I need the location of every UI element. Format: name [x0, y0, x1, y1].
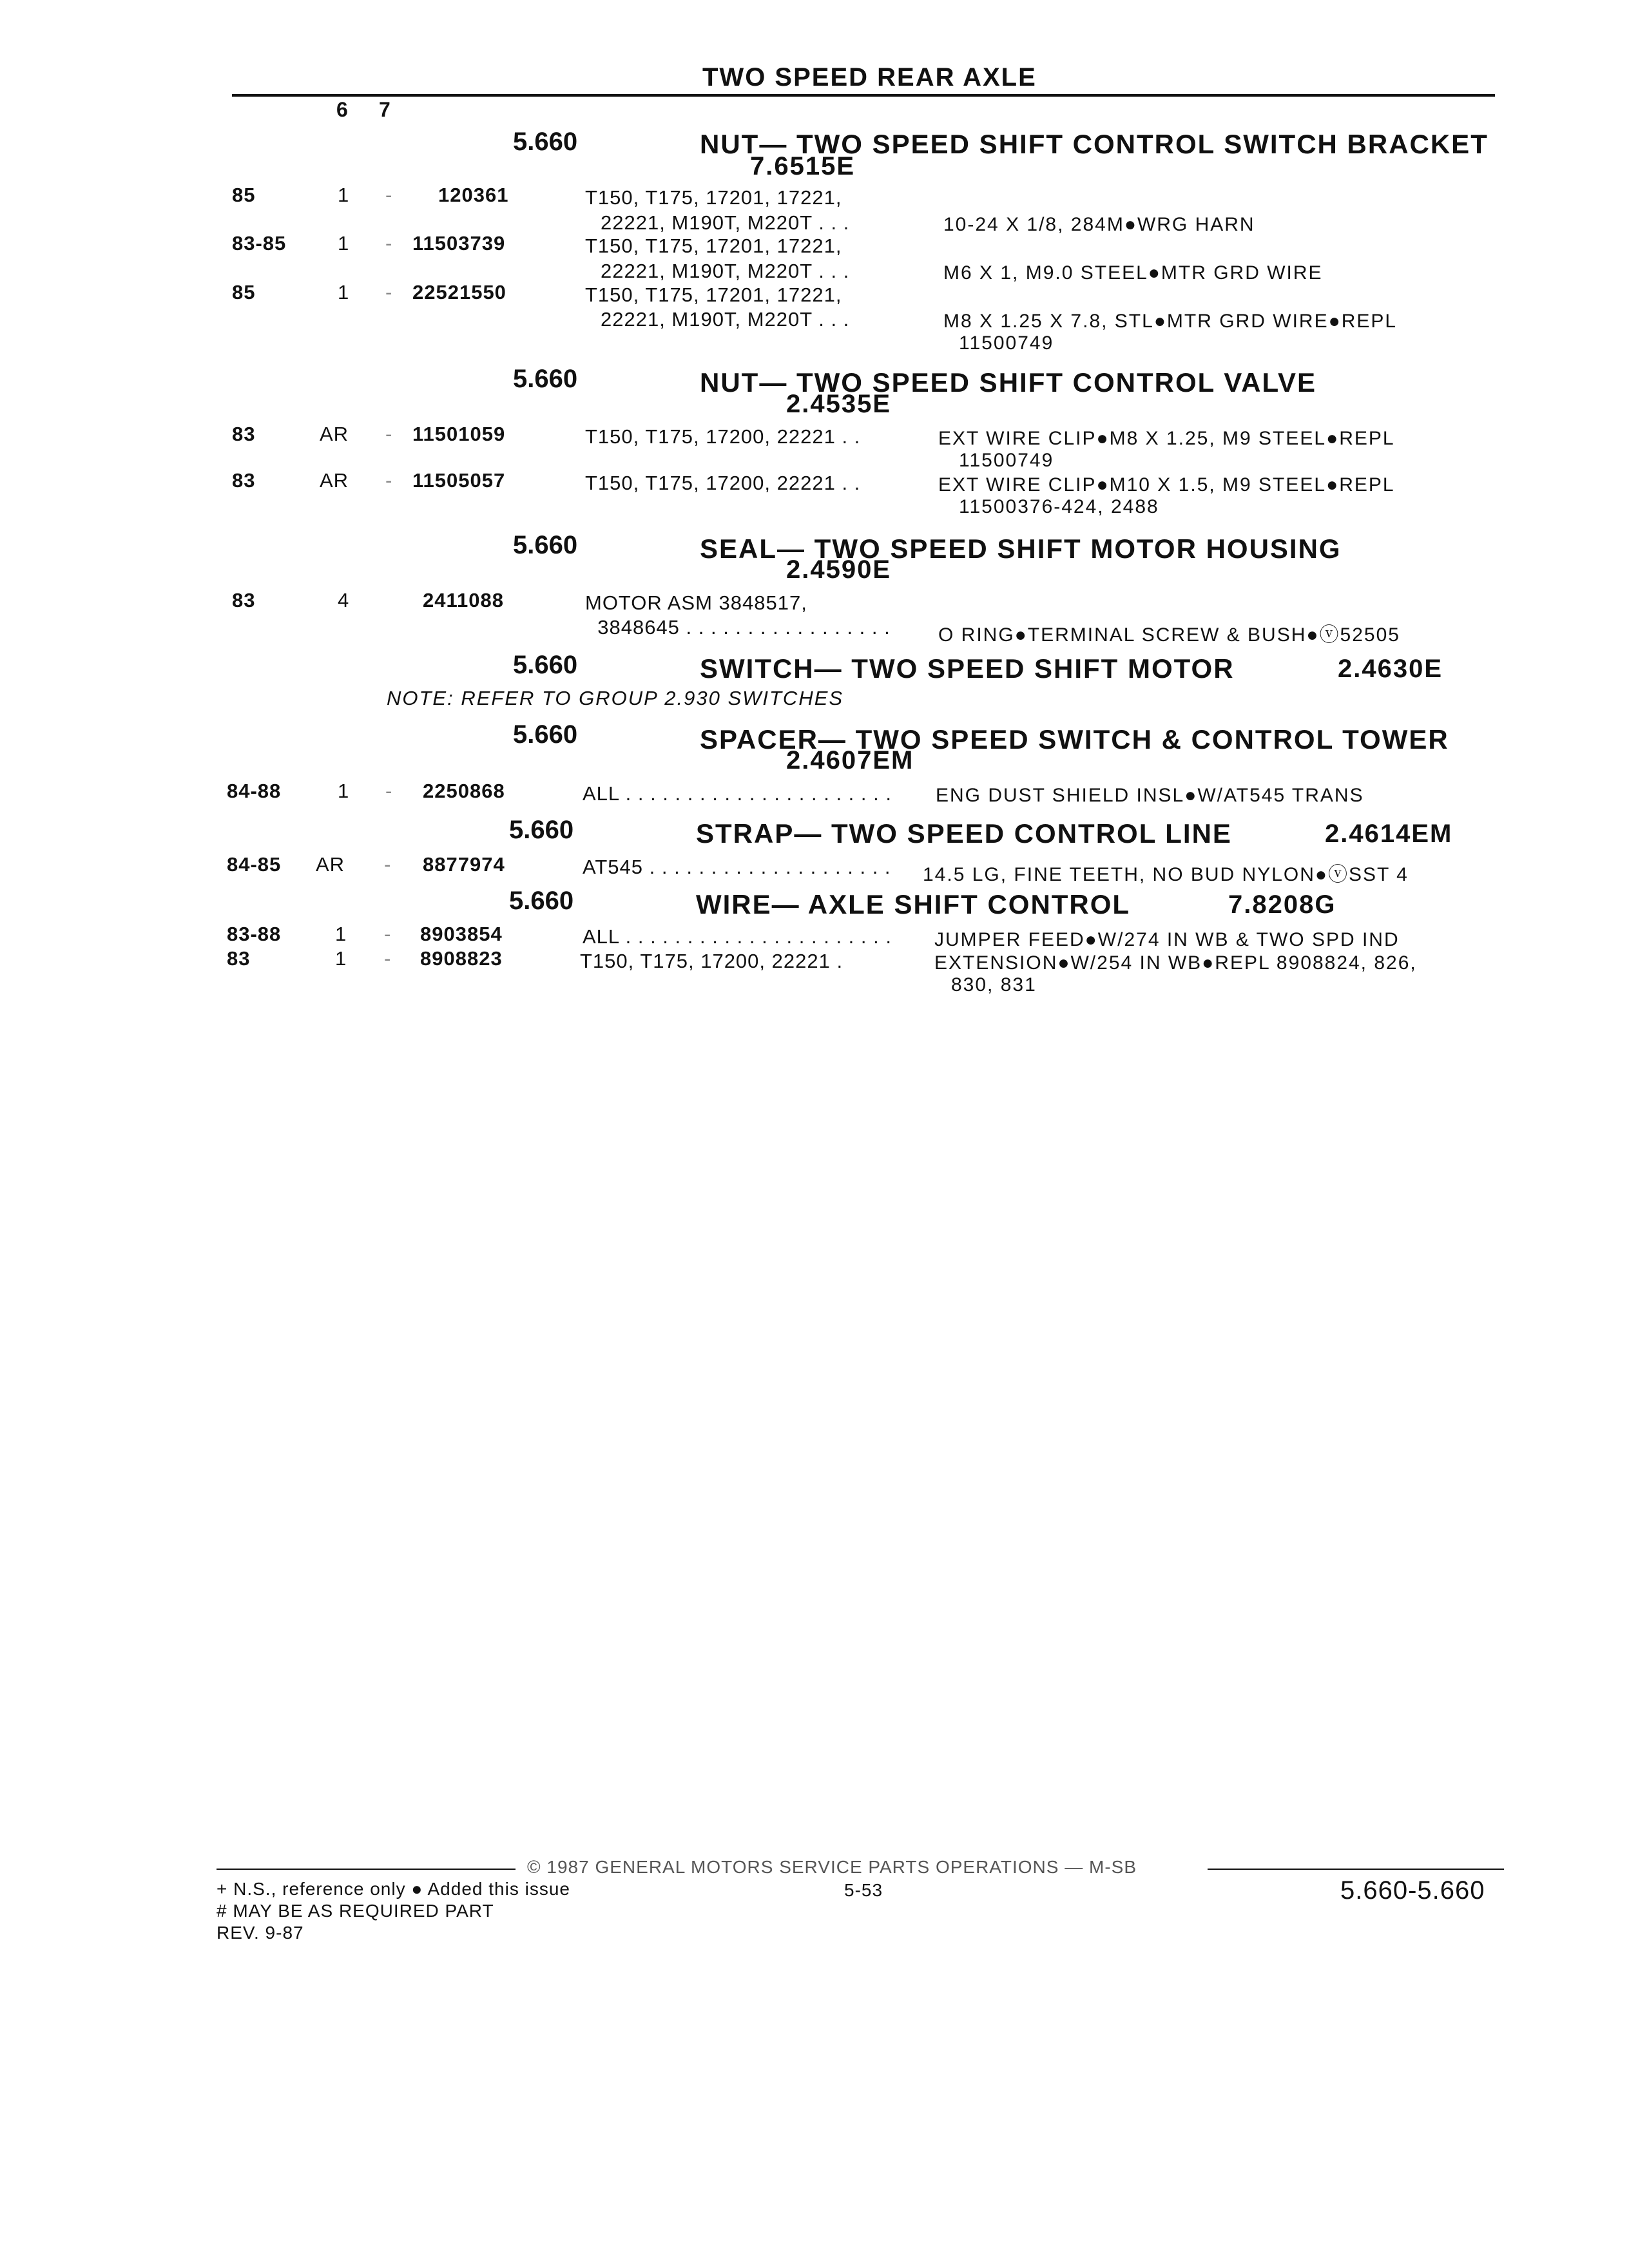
- quantity: AR: [320, 469, 349, 492]
- dash: -: [384, 923, 392, 945]
- models-line: AT545 . . . . . . . . . . . . . . . . . . . .: [583, 856, 891, 878]
- year-range: 83: [232, 469, 256, 492]
- part-number: 11501059: [412, 423, 506, 445]
- part-description: JUMPER FEED●W/274 IN WB & TWO SPD IND: [934, 929, 1400, 950]
- quantity: AR: [316, 853, 345, 876]
- year-range: 83: [232, 589, 256, 611]
- year-range: 84-88: [227, 780, 282, 802]
- models-line: T150, T175, 17200, 22221 . .: [585, 472, 861, 494]
- footer-rule-left: [217, 1869, 516, 1870]
- section-heading: STRAP— TWO SPEED CONTROL LINE: [696, 818, 1232, 849]
- part-number: 22521550: [412, 281, 506, 303]
- part-description: 14.5 LG, FINE TEETH, NO BUD NYLON●ⓥSST 4: [923, 864, 1409, 885]
- models-line: ALL . . . . . . . . . . . . . . . . . . . . . .: [583, 925, 892, 948]
- part-description: EXT WIRE CLIP●M10 X 1.5, M9 STEEL●REPL: [938, 474, 1395, 495]
- models-line: T150, T175, 17200, 22221 . .: [585, 425, 861, 448]
- copyright: © 1987 GENERAL MOTORS SERVICE PARTS OPERATIONS — M-SB: [527, 1857, 1137, 1877]
- part-number: 120361: [438, 184, 509, 206]
- part-description-cont: 11500749: [959, 450, 1054, 471]
- year-range: 85: [232, 184, 256, 206]
- dash: -: [384, 853, 392, 876]
- part-number: 8908823: [420, 947, 503, 970]
- models-line: MOTOR ASM 3848517,: [585, 591, 807, 614]
- models-line: 3848645 . . . . . . . . . . . . . . . . .: [585, 616, 891, 639]
- models-line: T150, T175, 17200, 22221 .: [580, 950, 843, 972]
- part-number: 2411088: [423, 589, 504, 611]
- section-code: 2.4590E: [786, 555, 892, 584]
- quantity: 1: [338, 184, 350, 206]
- quantity: 1: [338, 780, 350, 802]
- quantity: 4: [338, 589, 350, 611]
- quantity: 1: [335, 923, 347, 945]
- year-range: 83-88: [227, 923, 282, 945]
- part-number: 11503739: [412, 232, 506, 255]
- part-description: M8 X 1.25 X 7.8, STL●MTR GRD WIRE●REPL: [943, 311, 1398, 332]
- part-number: 2250868: [423, 780, 505, 802]
- column-number-6: 6: [336, 98, 348, 121]
- group-number: 5.660: [513, 720, 578, 749]
- section-code: 2.4607EM: [786, 746, 914, 774]
- footer-rule-right: [1208, 1869, 1504, 1870]
- year-range: 83-85: [232, 232, 287, 255]
- part-number: 8877974: [423, 853, 505, 876]
- group-number: 5.660: [513, 128, 578, 156]
- year-range: 83: [227, 947, 251, 970]
- section-heading: SWITCH— TWO SPEED SHIFT MOTOR: [700, 653, 1235, 684]
- models-line: 22221, M190T, M220T . . .: [601, 260, 850, 282]
- dash: -: [385, 780, 393, 802]
- section-heading: NUT— TWO SPEED SHIFT CONTROL SWITCH BRACKET: [700, 129, 1489, 159]
- section-code: 7.8208G: [1228, 890, 1336, 919]
- group-number: 5.660: [509, 887, 574, 915]
- models-line: 22221, M190T, M220T . . .: [601, 308, 850, 331]
- section-heading: SPACER— TWO SPEED SWITCH & CONTROL TOWER: [700, 724, 1449, 754]
- section-heading: WIRE— AXLE SHIFT CONTROL: [696, 889, 1131, 919]
- models-line: ALL . . . . . . . . . . . . . . . . . . . . . .: [583, 782, 892, 805]
- page-title: TWO SPEED REAR AXLE: [702, 63, 1037, 91]
- group-number: 5.660: [509, 816, 574, 844]
- column-number-7: 7: [379, 98, 390, 121]
- dash: -: [385, 184, 393, 206]
- section-code: 2.4535E: [786, 390, 892, 418]
- section-code: 7.6515E: [750, 152, 856, 180]
- header-rule: [232, 94, 1495, 97]
- quantity: 1: [338, 281, 350, 303]
- section-heading: NUT— TWO SPEED SHIFT CONTROL VALVE: [700, 367, 1317, 398]
- part-description: O RING●TERMINAL SCREW & BUSH●ⓥ52505: [938, 624, 1400, 646]
- dash: -: [385, 423, 393, 445]
- group-range: 5.660-5.660: [1340, 1876, 1485, 1905]
- section-note: NOTE: REFER TO GROUP 2.930 SWITCHES: [387, 687, 844, 709]
- models-line: T150, T175, 17201, 17221,: [585, 186, 842, 209]
- quantity: 1: [335, 947, 347, 970]
- part-description: EXTENSION●W/254 IN WB●REPL 8908824, 826,: [934, 952, 1417, 974]
- part-description-cont: 11500749: [959, 332, 1054, 354]
- dash: -: [385, 469, 393, 492]
- dash: -: [385, 281, 393, 303]
- group-number: 5.660: [513, 365, 578, 393]
- models-line: T150, T175, 17201, 17221,: [585, 235, 842, 257]
- models-line: T150, T175, 17201, 17221,: [585, 284, 842, 306]
- section-code: 2.4630E: [1338, 655, 1443, 683]
- group-number: 5.660: [513, 531, 578, 559]
- part-description-cont: 11500376-424, 2488: [959, 496, 1159, 517]
- quantity: 1: [338, 232, 350, 255]
- part-description: EXT WIRE CLIP●M8 X 1.25, M9 STEEL●REPL: [938, 428, 1395, 449]
- part-number: 11505057: [412, 469, 506, 492]
- part-description-cont: 830, 831: [951, 974, 1037, 995]
- models-line: 22221, M190T, M220T . . .: [601, 211, 850, 234]
- section-code: 2.4614EM: [1325, 820, 1453, 848]
- year-range: 83: [232, 423, 256, 445]
- part-description: M6 X 1, M9.0 STEEL●MTR GRD WIRE: [943, 262, 1323, 284]
- part-number: 8903854: [420, 923, 503, 945]
- revision: REV. 9-87: [217, 1923, 304, 1943]
- group-number: 5.660: [513, 651, 578, 679]
- dash: -: [384, 947, 392, 970]
- legend-line-1: + N.S., reference only ● Added this issue: [217, 1879, 570, 1899]
- page-number: 5-53: [844, 1880, 883, 1900]
- year-range: 85: [232, 281, 256, 303]
- quantity: AR: [320, 423, 349, 445]
- legend-line-2: # MAY BE AS REQUIRED PART: [217, 1901, 494, 1921]
- year-range: 84-85: [227, 853, 282, 876]
- dash: -: [385, 232, 393, 255]
- section-heading: SEAL— TWO SPEED SHIFT MOTOR HOUSING: [700, 533, 1342, 564]
- part-description: ENG DUST SHIELD INSL●W/AT545 TRANS: [936, 785, 1364, 806]
- part-description: 10-24 X 1/8, 284M●WRG HARN: [943, 214, 1255, 235]
